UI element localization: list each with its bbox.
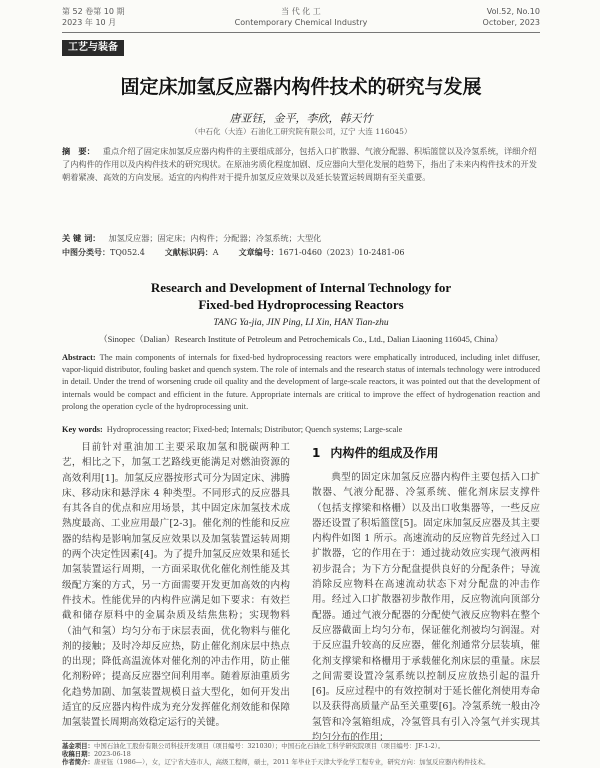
clc-number (62, 246, 145, 259)
received-label: 收稿日期： (62, 750, 94, 759)
title-en-line1: Research and Development of Internal Technology for (150, 280, 452, 295)
header-rule (62, 32, 540, 33)
keywords-en (62, 424, 540, 436)
authors-en: TANG Ya-jia, JIN Ping, LI Xin, HAN Tian-zhu (213, 318, 389, 328)
title-en-line2: Fixed-bed Hydroprocessing Reactors (198, 297, 404, 312)
article-number (239, 246, 405, 259)
date-en: October, 2023 (482, 18, 540, 27)
keywords-en-text: Hydroprocessing reactor; Fixed-bed; Internals; Distributor; Quench systems; Large-scale (106, 425, 403, 434)
affiliation-cn: （中石化（大连）石油化工研究院有限公司，辽宁 大连 116045） (190, 127, 412, 136)
article-title-en (62, 279, 540, 313)
doc-code-label: 文献标识码： (164, 248, 213, 257)
doc-code-value: A (212, 248, 219, 257)
abstract-en (62, 352, 540, 413)
footnote-author (62, 758, 540, 766)
body-column-left (62, 440, 290, 731)
keywords-cn-label: 关 键 词： (62, 233, 101, 243)
journal-name-en: Contemporary Chemical Industry (234, 18, 368, 27)
abstract-cn-text: 重点介绍了固定床加氢反应器内构件的主要组成部分，包括入口扩散器、气液分配器、积垢篮筐以及冷氢系统，详细介绍了内构件的作用以及内构件技术的研究现状。在原油劣质化程度加剧、反应器向大型化发展的趋势下，指出了未来内构件技术的开发朝着紧凑、高效的方向发展。适宜的内构件对于提升加氢反应效果以及延长装置运转周期有至关重要。 (62, 146, 537, 182)
volume-issue-en: Vol.52, No.10 (486, 7, 540, 16)
volume-issue-cn: 第 52 卷第 10 期 (62, 7, 125, 16)
funding-label: 基金项目： (62, 742, 94, 750)
affiliation-en: （Sinopec（Dalian）Research Institute of Petroleum and Petrochemicals Co., Ltd., Dalian Liaoning 116045, China） (99, 334, 503, 344)
clc-value: TQ052.4 (110, 248, 145, 257)
received-text: 2023-06-18 (93, 750, 131, 759)
author-bio-text: 唐亚钰（1986—），女，辽宁省大连市人，高级工程师，硕士，2011 年毕业于天津大学化学工程专业，研究方向：加氢反应器内构件技术。 (93, 758, 490, 767)
keywords-en-label: Key words: (62, 425, 103, 434)
article-number-label: 文章编号： (238, 248, 279, 257)
article-title-cn: 固定床加氢反应器内构件技术的研究与发展 (120, 76, 482, 98)
abstract-en-text: The main components of internals for fixed-bed hydroprocessing reactors were emphatically introduced, including inlet diffuser, vapor-liquid distributor, fouling basket and quench system. The role of internals and the research status of internals technology were introduced in detail. Under the trend of worsening crude oil quality and the development of large-scale reactors, it was pointed out that the development of internals would be compact and efficient in the future. Appropriate internals are critical to improve the effect of hydrogenation reaction and prolong the operation cycle of the hydroprocessing unit. (62, 353, 540, 411)
running-header (62, 6, 540, 34)
abstract-en-label: Abstract: (62, 353, 96, 362)
author-bio-label: 作者简介： (62, 758, 94, 767)
clc-label: 中图分类号： (62, 248, 110, 257)
journal-issue-en (483, 6, 540, 28)
classification-meta (62, 246, 540, 259)
footnote-funding (62, 742, 540, 750)
section-tag: 工艺与装备 (62, 40, 124, 56)
intro-paragraph: 目前针对重油加工主要采取加氢和脱碳两种工艺，相比之下，加氢工艺路线更能满足对燃油资源的高效利用[1]。加氢反应器按形式可分为固定床、沸腾床、移动床和悬浮床 4 种类型。不同形式的反应器具有其各自的优点和应用场景，其中固定床加氢技术成熟度最高、工业应用最广[2-3]。催化剂的性能和反应器的结构是影响加氢反应效果以及加氢装置运转周期的两个决定性因素[4]。为了提升加氢反应效果和延长加氢装置运行周期，一方面采取优化催化剂性能及其级配方案的方式，另一方面需要开发更加高效的内构件技术。性能优异的内构件应满足如下要求：有效拦截和储存原料中的金属杂质及结焦焦粉；实现物料（油气和氢）均匀分布于床层表面，优化物料与催化剂的接触；及时冷却反应热，防止催化剂床层中热点的出现；降低高温流体对催化剂的冲击作用，防止催化剂粉碎；提高反应器空间利用率。随着原油重质劣化趋势加剧、加氢装置规模日益大型化，如何开发出适宜的反应器内构件成为充分发挥催化剂效能和保障加氢装置长周期高效稳定运行的关键。 (62, 442, 290, 729)
funding-text: 中国石油化工股份有限公司科技开发项目（项目编号：321030）；中国石化石油化工科学研究院项目（项目编号：JF-1-2）。 (93, 742, 445, 750)
footnotes (62, 742, 540, 767)
section-number: 1 (312, 446, 321, 460)
section-heading (312, 444, 540, 462)
journal-name (62, 6, 540, 28)
keywords-cn (62, 232, 540, 245)
footnote-rule (62, 740, 540, 741)
abstract-cn-label: 摘 要： (62, 146, 95, 156)
body-column-right (312, 444, 540, 745)
abstract-cn (62, 145, 540, 184)
doc-code (165, 246, 219, 259)
article-number-value: 1671-0460（2023）10-2481-06 (278, 248, 405, 257)
keywords-cn-text: 加氢反应器；固定床；内构件；分配器；冷氢系统；大型化 (108, 233, 322, 243)
section-title: 内构件的组成及作用 (330, 446, 439, 460)
journal-name-cn: 当 代 化 工 (281, 7, 321, 16)
authors-cn: 唐亚钰，金平，李欣，韩天竹 (229, 112, 373, 125)
date-cn: 2023 年 10 月 (62, 18, 117, 27)
section-paragraph: 典型的固定床加氢反应器内构件主要包括入口扩散器、气液分配器、冷氢系统、催化剂床层支撑件（包括支撑梁和格栅）以及出口收集器等，一些反应器还设置了积垢篮筐[5]。固定床加氢反应器及其主要内构件如图 1 所示。高速流动的反应物首先经过入口扩散器，它的作用在于：通过拢动效应实现气液两相初步混合；为下方分配盘提供良好的分配条件；导流消除反应物料在高速流动状态下对分配盘的冲击作用。经过入口扩散器初步散作用，反应物流向顶部分配器。通过气液分配器的分配使气液反应物料在整个反应器截面上均匀分布，保证催化剂被均匀润湿。对于反应温升较高的反应器，催化剂通常分层装填，催化剂支撑梁和格栅用于承载催化剂床层的重量。床层之间需要设置冷氢系统以控制反应放热引起的温升[6]。反应过程中的有效控制对于延长催化剂使用寿命以及获得高质量产品至关重要[6]。冷氢系统一般由冷氢管和冷氢箱组成，冷氢管具有引入冷氢气并实现其均匀分布的作用； (312, 472, 540, 744)
